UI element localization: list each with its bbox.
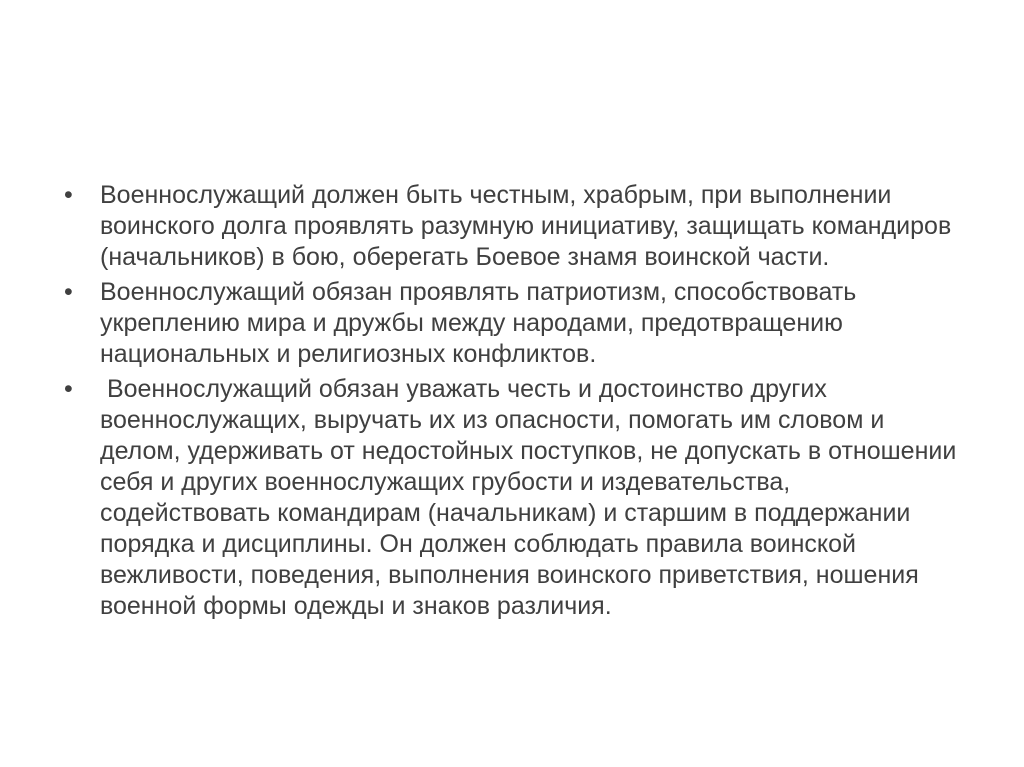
bullet-text: Военнослужащий обязан проявлять патриотизм, способствовать укреплению мира и дружбы между народами, предотвращению национальных и религиозных конфликтов.: [100, 278, 857, 368]
bullet-text: Военнослужащий должен быть честным, храбрым, при выполнении воинского долга проявлять разумную инициативу, защищать командиров (начальников) в бою, оберегать Боевое знамя воинской части.: [100, 181, 952, 271]
bullet-marker: •: [64, 278, 73, 306]
bullet-marker: •: [64, 181, 73, 209]
bullet-marker: •: [64, 375, 73, 403]
bullet-list: [64, 180, 964, 626]
bullet-item-1: [64, 180, 964, 273]
bullet-item-3: [64, 374, 964, 622]
bullet-item-2: [64, 277, 964, 370]
bullet-text: Военнослужащий обязан уважать честь и достоинство других военнослужащих, выручать их из опасности, помогать им словом и делом, удерживать от недостойных поступков, не допускать в отношении себя и других военнослужащих грубости и издевательства, содействовать командирам (начальникам) и старшим в поддержании порядка и дисциплины. Он должен соблюдать правила воинской вежливости, поведения, выполнения воинского приветствия, ношения военной формы одежды и знаков различия.: [100, 375, 964, 620]
